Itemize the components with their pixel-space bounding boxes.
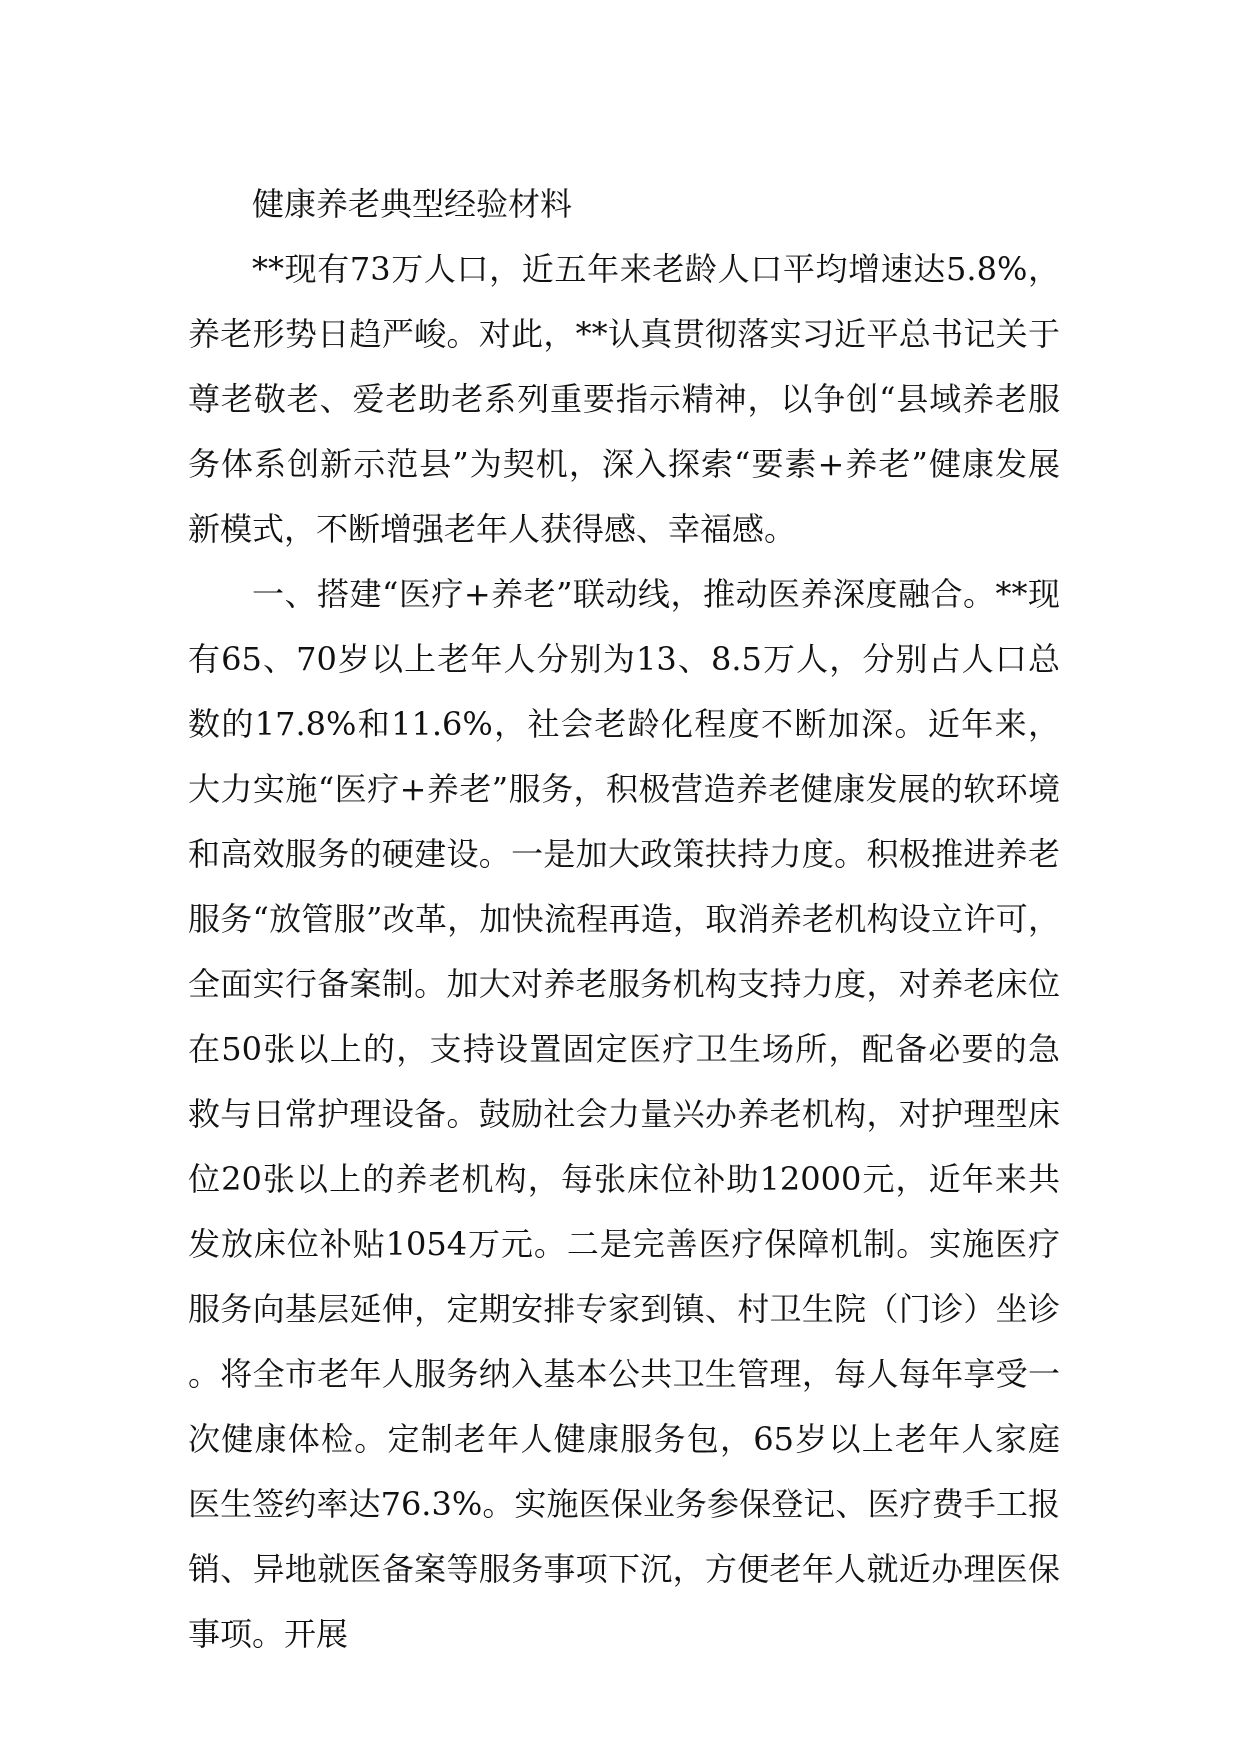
paragraph-intro: **现有73万人口，近五年来老龄人口平均增速达5.8%，养老形势日趋严峻。对此，**认真贯彻落实习近平总书记关于尊老敬老、爱老助老系列重要指示精神，以争创“县域养老服务体系创新示范县”为契机，深入探索“要素+养老”健康发展新模式，不断增强老年人获得感、幸福感。 [188,250,1060,548]
document-body [188,172,1060,1667]
paragraph-section-one: 一、搭建“医疗+养老”联动线，推动医养深度融合。**现有65、70岁以上老年人分别为13、8.5万人，分别占人口总数的17.8%和11.6%，社会老龄化程度不断加深。近年来，大力实施“医疗+养老”服务，积极营造养老健康发展的软环境和高效服务的硬建设。一是加大政策扶持力度。积极推进养老服务“放管服”改革，加快流程再造，取消养老机构设立许可，全面实行备案制。加大对养老服务机构支持力度，对养老床位在50张以上的，支持设置固定医疗卫生场所，配备必要的急救与日常护理设备。鼓励社会力量兴办养老机构，对护理型床位20张以上的养老机构，每张床位补助12000元，近年来共发放床位补贴1054万元。二是完善医疗保障机制。实施医疗服务向基层延伸，定期安排专家到镇、村卫生院（门诊）坐诊。将全市老年人服务纳入基本公共卫生管理，每人每年享受一次健康体检。定制老年人健康服务包，65岁以上老年人家庭医生签约率达76.3%。实施医保业务参保登记、医疗费手工报销、异地就医备案等服务事项下沉，方便老年人就近办理医保事项。开展 [188,575,1060,1653]
document-title: 健康养老典型经验材料 [252,185,573,223]
